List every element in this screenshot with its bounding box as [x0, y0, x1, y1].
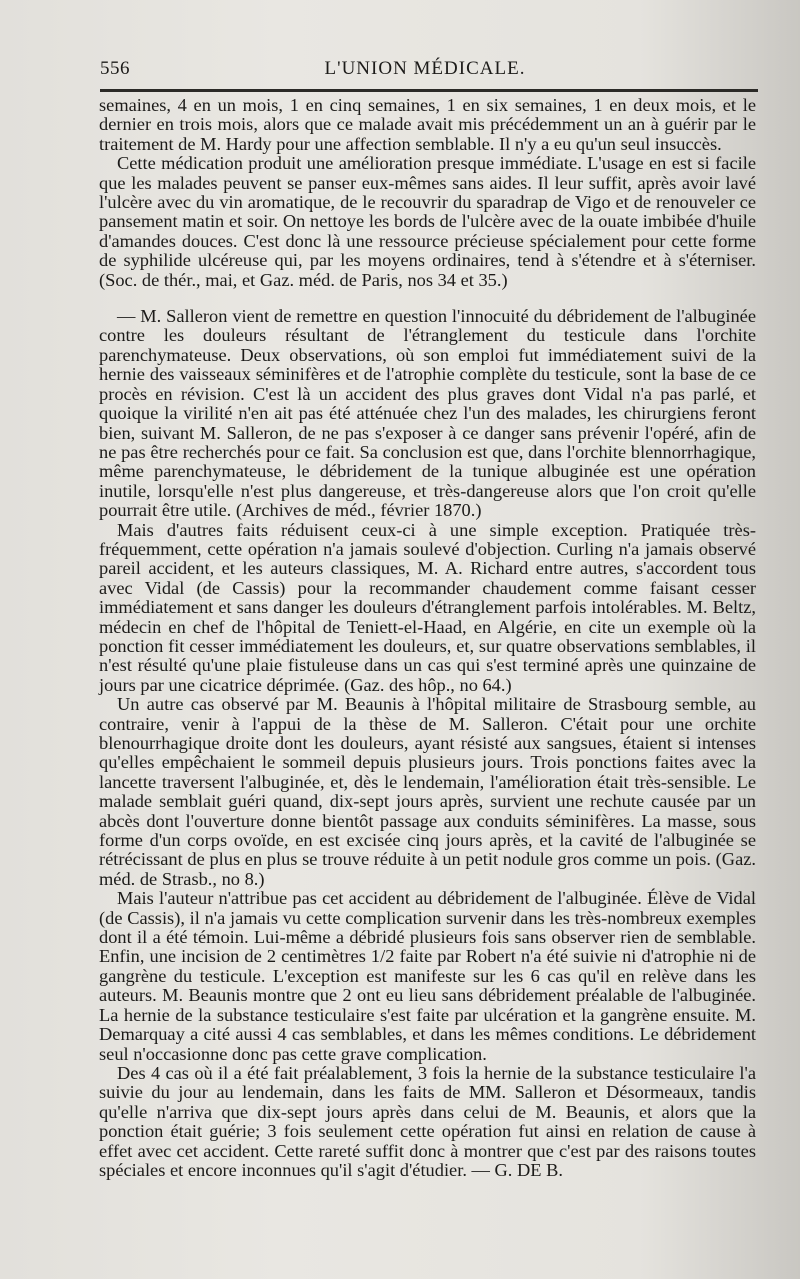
paragraph-6: Mais l'auteur n'attribue pas cet accident au débridement de l'albuginée. Élève de Vidal (de Cassis), il n'a jamais vu cette complication survenir dans les très-nombreux exemples dont il a été témoin. Lui-même a débridé plusieurs fois sans observer rien de semblable. Enfin, une incision de 2 centimètres 1/2 faite par Robert n'a été suivie ni d'atrophie ni de gangrène du testicule. L'exception est manifeste sur les 6 cas qu'il en relève dans les auteurs. M. Beaunis montre que 2 ont eu lieu sans débridement préalable de l'albuginée. La hernie de la substance testiculaire s'est faite par ulcération et la gangrène ensuite. M. Demarquay a cité aussi 4 cas semblables, et dans les mêmes conditions. Le débridement seul n'occasionne donc pas cette grave complication.	[99, 888, 756, 1064]
paragraph-2: Cette médication produit une amélioration presque immédiate. L'usage en est si facile que les malades peuvent se panser eux-mêmes sans aides. Il leur suffit, après avoir lavé l'ulcère avec du vin aromatique, de le recouvrir du sparadrap de Vigo et de renouveler ce pansement matin et soir. On nettoye les bords de l'ulcère avec de la ouate imbibée d'huile d'amandes douces. C'est donc là une ressource précieuse spécialement pour cette forme de syphilide ulcéreuse qui, par les moyens ordinaires, tend à s'étendre et à s'éterniser. (Soc. de thér., mai, et Gaz. méd. de Paris, nos 34 et 35.)	[99, 153, 756, 290]
running-title: L'UNION MÉDICALE.	[324, 58, 526, 79]
paragraph-7: Des 4 cas où il a été fait préalablement, 3 fois la hernie de la substance testiculaire l'a suivie du jour au lendemain, dans les faits de MM. Salleron et Désormeaux, tandis qu'elle n'arriva que dix-sept jours après dans celui de M. Beaunis, et alors que la ponction était guérie; 3 fois seulement cette opération fut ainsi en relation de cause à effet avec cet accident. Cette rareté suffit donc à montrer que c'est par des raisons toutes spéciales et encore inconnues qu'il s'agit d'étudier. — G. DE B.	[99, 1062, 756, 1180]
paragraph-1: semaines, 4 en un mois, 1 en cinq semaines, 1 en six semaines, 1 en deux mois, et le dernier en trois mois, alors que ce malade avait mis précédemment un an à guérir par le traitement de M. Hardy pour une affection semblable. Il n'y a eu qu'un seul insuccès.	[99, 95, 756, 154]
paragraph-5: Un autre cas observé par M. Beaunis à l'hôpital militaire de Strasbourg semble, au contraire, venir à l'appui de la thèse de M. Salleron. C'était pour une orchite blenourrhagique droite dont les douleurs, ayant résisté aux sangsues, étaient si intenses qu'elles empêchaient le sommeil depuis plusieurs jours. Trois ponctions faites avec la lancette traversent l'albuginée, et, dès le lendemain, l'amélioration était très-sensible. Le malade semblait guéri quand, dix-sept jours après, survient une rechute causée par un abcès dont l'ouverture donne bientôt passage aux conduits séminifères. La masse, sous forme d'un corps ovoïde, en est excisée cinq jours après, et la cavité de l'albuginée se rétrécissant de plus en plus se trouve réduite à un petit nodule gros comme un pois. (Gaz. méd. de Strasb., no 8.)	[99, 694, 756, 889]
header-rule	[100, 89, 758, 92]
article-body	[99, 96, 756, 1180]
paragraph-3: — M. Salleron vient de remettre en question l'innocuité du débridement de l'albuginée contre les douleurs résultant de l'étranglement du testicule dans l'orchite parenchymateuse. Deux observations, où son emploi fut immédiatement suivi de la hernie des vaisseaux séminifères et de l'atrophie complète du testicule, sont la base de ce procès en révision. C'est là un accident des plus graves dont Vidal n'a pas parlé, et quoique la virilité n'en ait pas été atténuée chez l'un des malades, les chirurgiens feront bien, suivant M. Salleron, de ne pas s'exposer à ce danger sans prévenir l'opéré, afin de ne pas être recherchés pour ce fait. Sa conclusion est que, dans l'orchite blennorrhagique, même parenchymateuse, le débridement de la tunique albuginée est une opération inutile, lorsqu'elle n'est plus dangereuse, et très-dangereuse alors que l'on croit qu'elle pourrait être utile. (Archives de méd., février 1870.)	[99, 306, 756, 521]
page-number: 556	[100, 58, 130, 79]
paragraph-4: Mais d'autres faits réduisent ceux-ci à une simple exception. Pratiquée très-fréquemment, cette opération n'a jamais soulevé d'objection. Curling n'a jamais observé pareil accident, et les auteurs classiques, M. A. Richard entre autres, s'accordent tous avec Vidal (de Cassis) pour la recommander chaudement comme faisant cesser immédiatement et sans danger les douleurs d'étranglement parfois intolérables. M. Beltz, médecin en chef de l'hôpital de Teniett-el-Haad, en Algérie, en cite un exemple où la ponction fit cesser immédiatement les douleurs, et, sur quatre observations semblables, il n'est résulté qu'une plaie fistuleuse dans un cas qui s'est terminé après une quinzaine de jours par une cicatrice déprimée. (Gaz. des hôp., no 64.)	[99, 519, 756, 695]
page-header	[100, 54, 750, 84]
